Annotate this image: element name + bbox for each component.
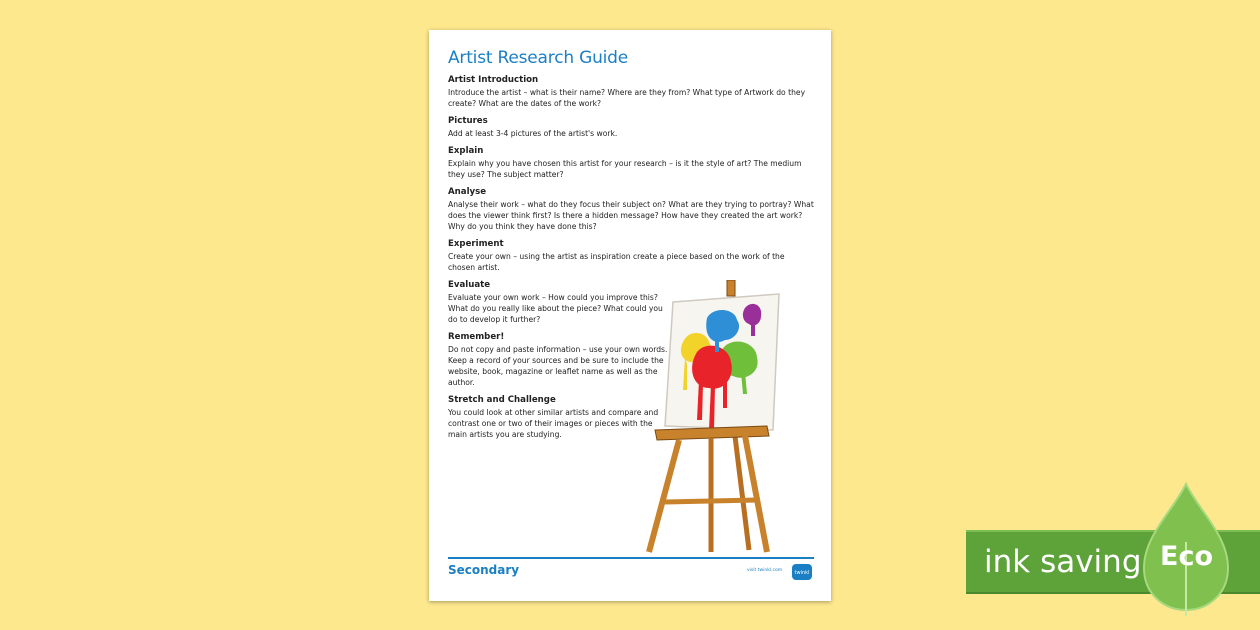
section-heading: Pictures [448,116,488,126]
section-heading: Explain [448,146,484,156]
worksheet-page [429,30,831,601]
section-body: Analyse their work – what do they focus their subject on? What are they trying to portray? What does the viewer think first? Is there a hidden message? How have they created the art work? Why do you think they have done this? [448,200,814,231]
section-heading: Analyse [448,187,487,197]
section-pictures [448,116,814,139]
section-body: Add at least 3-4 pictures of the artist's work. [448,129,618,138]
section-heading: Experiment [448,239,504,249]
section-body: Evaluate your own work – How could you improve this? What do you really like about the piece? What could you do to develop it further? [448,293,663,324]
section-explain [448,146,814,180]
section-body: Explain why you have chosen this artist for your research – is it the style of art? The medium they use? The subject matter? [448,159,802,179]
twinkl-logo-text: twinkl [794,570,810,576]
section-heading: Stretch and Challenge [448,395,556,405]
easel-painting-illustration [645,280,785,555]
section-heading: Artist Introduction [448,75,539,85]
section-body: Create your own – using the artist as inspiration create a piece based on the work of the chosen artist. [448,252,785,272]
footer-level-label: Secondary [448,563,520,577]
section-heading: Remember! [448,332,505,342]
footer-divider [448,557,814,559]
section-body: You could look at other similar artists and compare and contrast one or two of their images or pieces with the main artists you are studying. [448,408,659,439]
eco-label: Eco [1160,541,1213,572]
section-analyse [448,187,814,232]
footer-url[interactable]: visit twinkl.com [747,568,783,573]
section-artist-introduction [448,75,814,109]
twinkl-logo-icon [791,561,813,583]
ink-saving-label: ink saving [984,544,1142,580]
section-body: Introduce the artist – what is their name? Where are they from? What type of Artwork do they create? What are the dates of the work? [448,88,806,108]
section-experiment [448,239,814,273]
page-title: Artist Research Guide [448,48,629,68]
section-body: Do not copy and paste information – use your own words. Keep a record of your sources and be sure to include the website, book, magazine or leaflet name as well as the author. [448,345,668,387]
section-heading: Evaluate [448,280,491,290]
